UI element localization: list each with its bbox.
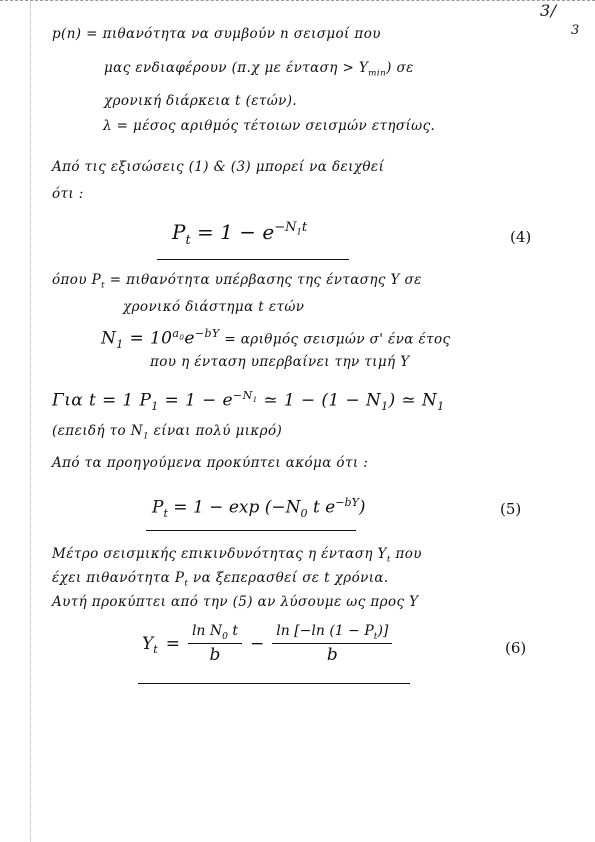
p2-line1: Από τις εξισώσεις (1) & (3) μπορεί να δειχθεί (52, 159, 385, 175)
p1-line2: μας ενδιαφέρουν (π.χ με $έ\nu\tau\alpha\sigma\eta > Y_{min}$) σε (104, 60, 414, 79)
definition-pt-cont: χρονικό διάστημα t ετών (123, 299, 305, 315)
p1-line4: λ = μέσος αριθμός τέτοιων σεισμών ετησίως. (103, 118, 436, 134)
p4-line3: Αυτή προκύπτει από την (5) αν λύσουμε ως προς Y (52, 594, 419, 610)
equation-5: $P_t = 1 - \exp (-N_0$ t $e^{-bY}$) (152, 496, 366, 521)
equation-4-number: (4) (510, 228, 532, 246)
p4-line2: έχει πιθανότητα $P_t$ να ξεπερασθεί σε t χρόνια. (52, 570, 389, 589)
equation-5-underline (146, 530, 356, 531)
left-dotted-margin (30, 0, 31, 842)
definition-n1-cont: που η ένταση υπερβαίνει την τιμή Y (150, 354, 410, 370)
p4-line1: Μέτρο σεισμικής επικινδυνότητας η ένταση $Y_t$ που (52, 546, 422, 565)
equation-4-underline (157, 259, 349, 260)
p1-line1: p(n) = πιθανότητα να συμβούν n σεισμοί που (52, 26, 381, 42)
definition-pt: όπου $P_t = \pi\iota\theta\alpha\nu ό\tau\eta\tau\alpha$ υπέρβασης της έντασης Y σε (52, 272, 422, 291)
equation-4: $P_t = 1 - e^{-N_1t}$ (172, 220, 308, 248)
equation-6: Y $_t$ = $\frac{\ln N_0 t}{b}$ − $\frac{\ln [-\ln (1 - P_t)]}{b}$ (142, 623, 392, 665)
margin-mark: 3 (571, 23, 580, 38)
note-n1-small: (επειδή το $N_1$ είναι πολύ μικρό) (52, 423, 283, 442)
t-equals-1-line: Για t = 1 $P_1 = 1 - e^{-N_1}$ ≃ $1 - (1 - N_1)$ ≃ $N_1$ (52, 389, 445, 414)
equation-5-number: (5) (500, 500, 522, 518)
p2-line2: ότι : (52, 186, 84, 202)
p3-line: Από τα προηγούμενα προκύπτει ακόμα ότι : (52, 455, 369, 471)
eq6-fraction-2: $\frac{\ln [-\ln (1 - P_t)]}{b}$ (272, 623, 392, 665)
equation-6-number: (6) (505, 639, 527, 657)
definition-n1: $N_1 = 10^{a_0}e^{-bY} = \alpha\rho\iota\theta\mu ό\varsigma$ σεισμών σ' ένα έτος (101, 327, 451, 352)
equation-6-underline (138, 683, 410, 684)
top-dashed-border (0, 0, 595, 1)
p1-line3: χρονική διάρκεια t (ετών). (104, 93, 298, 109)
page-number: 3/ (540, 1, 557, 20)
eq6-fraction-1: $\frac{\ln N_0 t}{b}$ (188, 623, 242, 665)
